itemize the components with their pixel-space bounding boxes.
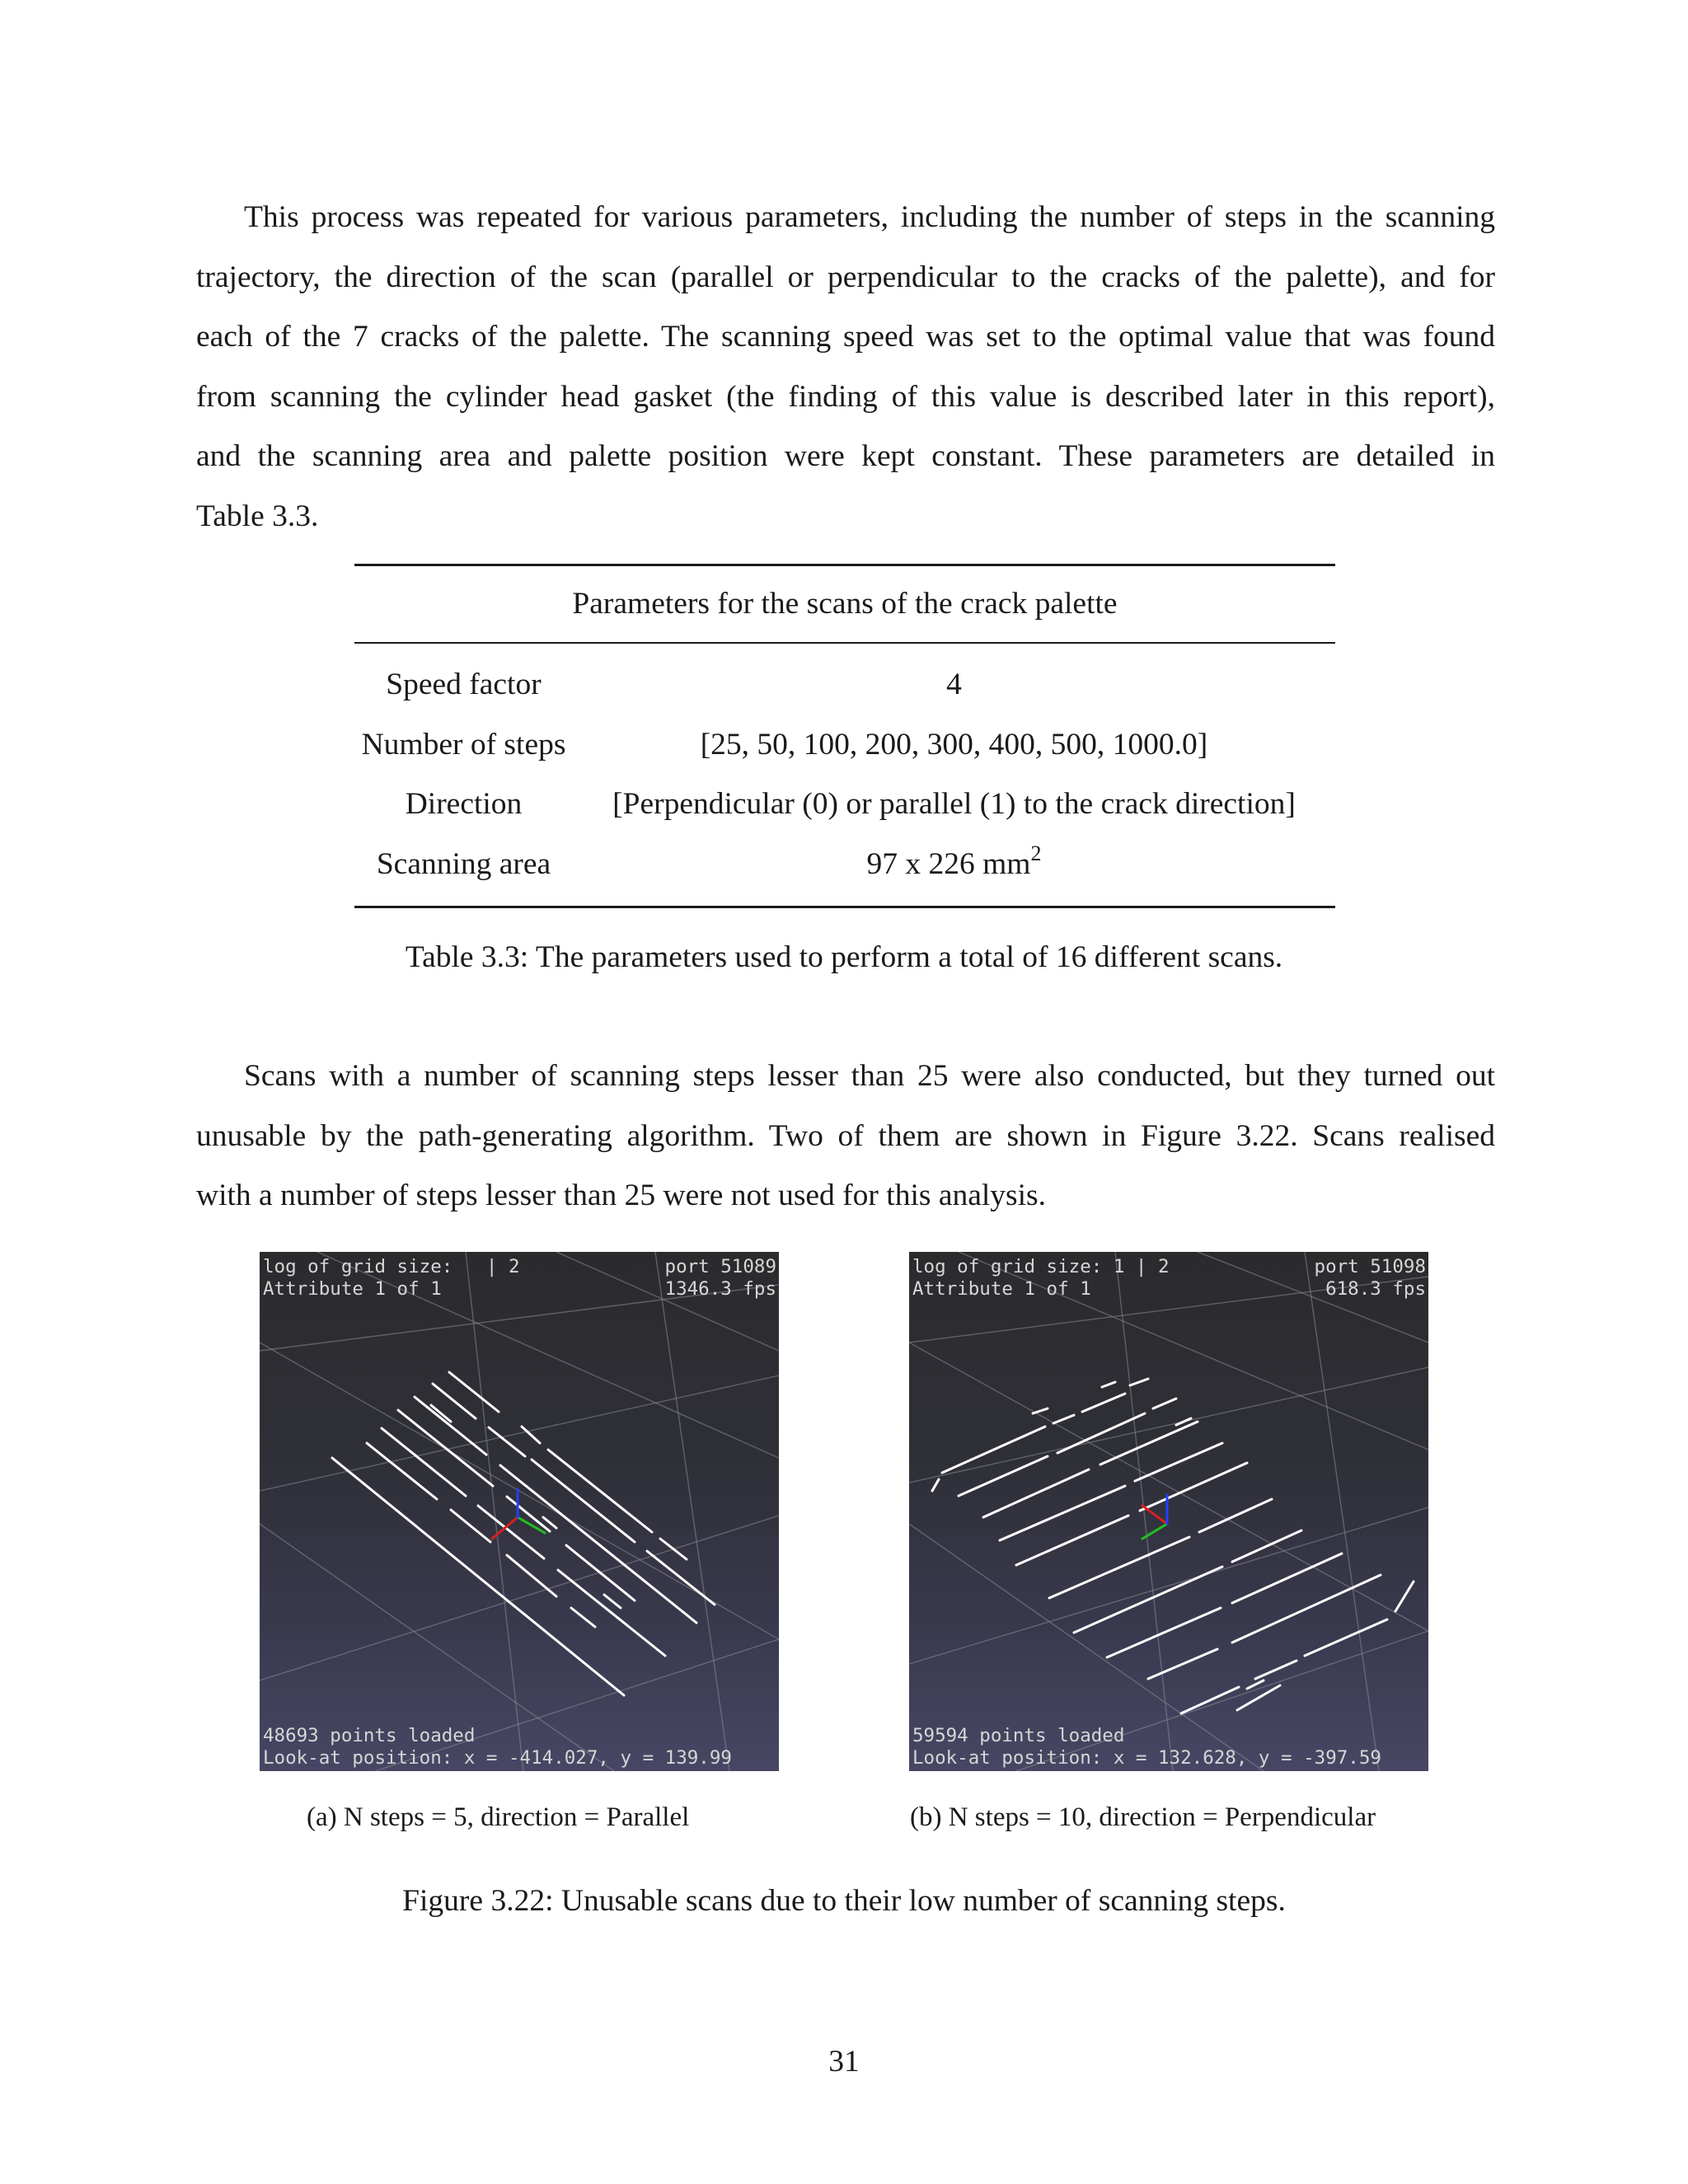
text-line: each of the 7 cracks of the palette. The scanning speed was set to the optimal value that was found	[196, 320, 1495, 354]
table-row	[354, 835, 1335, 895]
table-row	[354, 775, 1335, 835]
area-exponent: 2	[1030, 841, 1042, 865]
hud-points-position: 59594 points loaded Look-at position: x = 132.628, y = -397.59	[912, 1725, 1381, 1769]
table-cell-label: Number of steps	[361, 727, 566, 762]
text-line: Scans with a number of scanning steps lesser than 25 were also conducted, but they turned out	[244, 1059, 1495, 1093]
table-cell-value: 4	[946, 668, 962, 701]
text-line: and the scanning area and palette position were kept constant. These parameters are detailed in	[196, 439, 1495, 473]
hud-port-fps: port 51098 618.3 fps	[1314, 1256, 1426, 1300]
figure-caption: Figure 3.22: Unusable scans due to their low number of scanning steps.	[402, 1884, 1286, 1918]
hud-port-fps: port 51089 1346.3 fps	[664, 1256, 776, 1300]
scan-viewer-panel-a	[260, 1252, 779, 1771]
scan-lines	[332, 1372, 715, 1695]
table-cell-value: [25, 50, 100, 200, 300, 400, 500, 1000.0]	[700, 727, 1208, 762]
table-cell-label: Speed factor	[386, 668, 542, 701]
text-line: trajectory, the direction of the scan (parallel or perpendicular to the cracks of the palette), and for	[196, 260, 1495, 294]
table-row	[354, 655, 1335, 715]
area-value: 97 x 226 mm	[866, 846, 1031, 881]
text-line: with a number of steps lesser than 25 were not used for this analysis.	[196, 1179, 1047, 1212]
table-cell-label: Scanning area	[376, 846, 551, 881]
table-header: Parameters for the scans of the crack palette	[572, 587, 1118, 621]
text-line: Table 3.3.	[196, 499, 319, 533]
scan-viewer-panel-b	[909, 1252, 1428, 1771]
table-row	[354, 715, 1335, 776]
table-cell-value: [Perpendicular (0) or parallel (1) to the crack direction]	[612, 787, 1296, 821]
text-line: unusable by the path-generating algorithm. Two of them are shown in Figure 3.22. Scans realised	[196, 1118, 1495, 1153]
text-line: from scanning the cylinder head gasket (the finding of this value is described later in this report),	[196, 379, 1495, 414]
paragraph-2	[196, 1047, 1495, 1226]
subfigure-caption-b: (b) N steps = 10, direction = Perpendicular	[910, 1802, 1376, 1832]
grid-lines	[909, 1252, 1428, 1771]
table-body	[354, 644, 1335, 906]
scan-render-a	[260, 1252, 779, 1771]
text-line: This process was repeated for various parameters, including the number of steps in the scanning	[244, 200, 1495, 234]
table-cell-label: Direction	[405, 787, 523, 821]
subfigure-caption-a: (a) N steps = 5, direction = Parallel	[307, 1802, 690, 1832]
hud-grid-info: log of grid size: 1 | 2 Attribute 1 of 1	[912, 1256, 1170, 1300]
parameters-table	[354, 564, 1335, 908]
table-caption: Table 3.3: The parameters used to perform a total of 16 different scans.	[405, 940, 1283, 974]
hud-grid-info: log of grid size: | 2 Attribute 1 of 1	[263, 1256, 520, 1300]
page-number: 31	[828, 2045, 860, 2079]
x-axis	[1142, 1506, 1167, 1524]
hud-points-position: 48693 points loaded Look-at position: x = -414.027, y = 139.99	[263, 1725, 732, 1769]
table-bottom-rule	[354, 906, 1335, 908]
axis-gizmo	[492, 1489, 545, 1539]
scan-lines	[932, 1379, 1414, 1713]
paragraph-1	[196, 188, 1495, 546]
grid-lines	[260, 1252, 779, 1771]
table-cell-value	[573, 835, 1335, 895]
scan-render-b	[909, 1252, 1428, 1771]
